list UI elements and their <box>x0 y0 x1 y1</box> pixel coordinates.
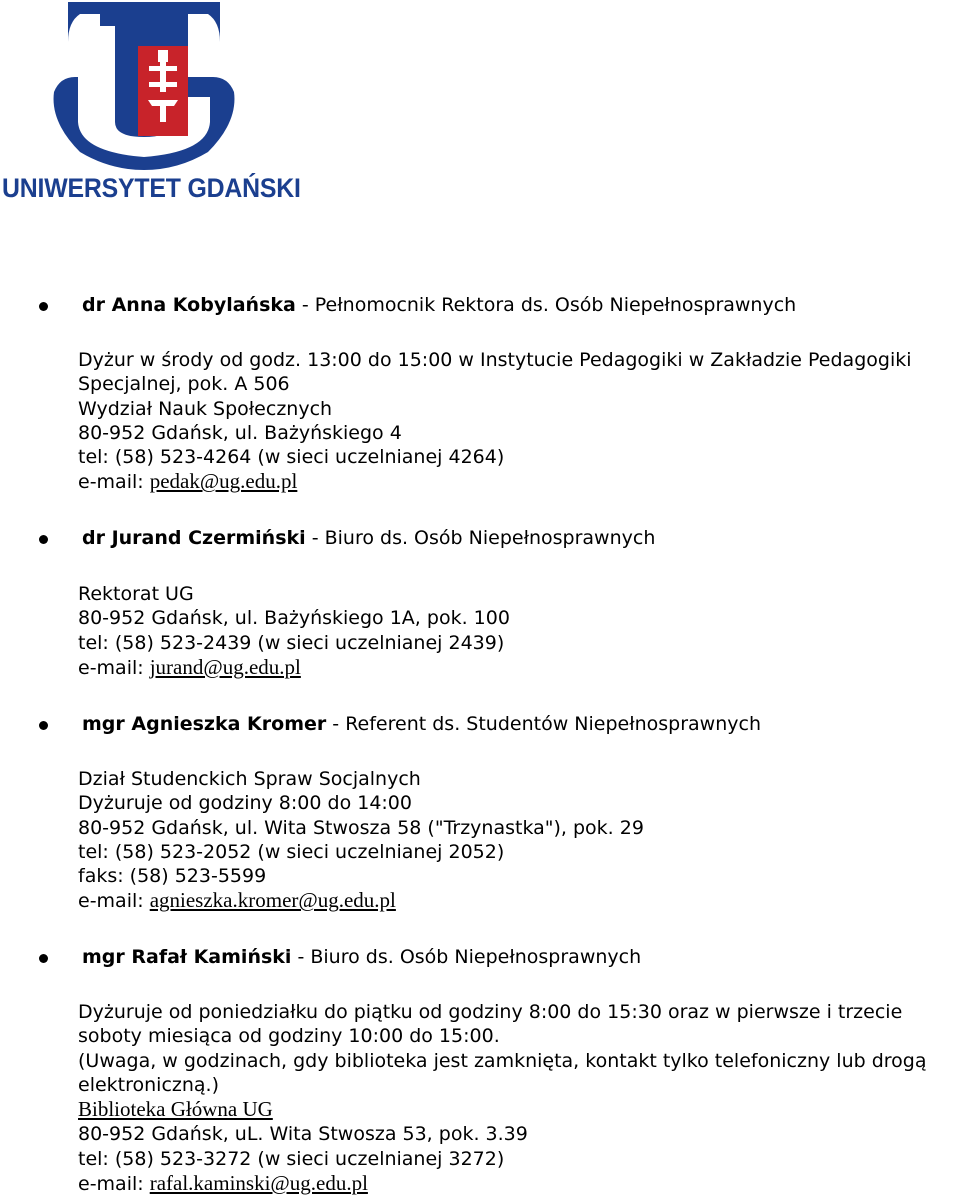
email-link[interactable]: jurand@ug.edu.pl <box>149 654 301 679</box>
person-role: - Referent ds. Studentów Niepełnosprawnych <box>326 713 761 735</box>
detail-line: 80-952 Gdańsk, ul. Wita Stwosza 58 ("Trzynastka"), pok. 29 <box>78 816 644 839</box>
email-link[interactable]: agnieszka.kromer@ug.edu.pl <box>149 888 396 913</box>
library-link[interactable]: Biblioteka Główna UG <box>78 1097 273 1122</box>
entry-heading <box>82 527 655 549</box>
person-role: - Biuro ds. Osób Niepełnosprawnych <box>305 527 656 549</box>
email-line <box>78 469 912 494</box>
detail-line: tel: (58) 523-2052 (w sieci uczelnianej 2052) <box>78 840 505 863</box>
email-line <box>78 888 644 913</box>
person-name: dr Anna Kobylańska <box>82 294 296 316</box>
entry-details <box>78 767 644 914</box>
detail-line: tel: (58) 523-4264 (w sieci uczelnianej 4264) <box>78 446 505 469</box>
bullet-icon <box>39 721 48 730</box>
email-link[interactable]: pedak@ug.edu.pl <box>149 469 298 494</box>
detail-line: elektroniczną.) <box>78 1073 220 1096</box>
email-line <box>78 1171 927 1196</box>
email-label: e-mail: <box>78 471 150 494</box>
email-label: e-mail: <box>78 890 150 913</box>
detail-line: (Uwaga, w godzinach, gdy biblioteka jest zamknięta, kontakt tylko telefoniczny lub drogą <box>78 1049 927 1072</box>
place-line <box>78 1097 927 1122</box>
entry-heading <box>82 294 796 316</box>
entry-heading <box>82 713 761 735</box>
detail-line: tel: (58) 523-3272 (w sieci uczelnianej 3272) <box>78 1147 505 1170</box>
person-name: mgr Rafał Kamiński <box>82 946 292 968</box>
entry-details <box>78 1000 927 1196</box>
entry-details <box>78 582 510 680</box>
detail-line: 80-952 Gdańsk, ul. Bażyńskiego 4 <box>78 421 402 444</box>
detail-line: 80-952 Gdańsk, ul. Bażyńskiego 1A, pok. 100 <box>78 607 510 630</box>
detail-line: Dyżuruje od godziny 8:00 do 14:00 <box>78 792 412 815</box>
email-label: e-mail: <box>78 656 150 679</box>
bullet-icon <box>39 302 48 311</box>
email-line <box>78 655 510 680</box>
detail-line: soboty miesiąca od godziny 10:00 do 15:00. <box>78 1025 500 1048</box>
detail-line: Dział Studenckich Spraw Socjalnych <box>78 768 421 790</box>
detail-line: 80-952 Gdańsk, uL. Wita Stwosza 53, pok. 3.39 <box>78 1123 528 1146</box>
person-name: mgr Agnieszka Kromer <box>82 713 327 735</box>
logo-wordmark: UNIWERSYTET GDAŃSKI <box>2 173 301 203</box>
bullet-icon <box>39 954 48 963</box>
person-role: - Pełnomocnik Rektora ds. Osób Niepełnosprawnych <box>295 294 797 316</box>
entry-heading <box>82 946 641 968</box>
email-link[interactable]: rafal.kaminski@ug.edu.pl <box>149 1171 368 1196</box>
detail-line: Dyżur w środy od godz. 13:00 do 15:00 w Instytucie Pedagogiki w Zakładzie Pedagogiki <box>78 349 912 371</box>
detail-line: tel: (58) 523-2439 (w sieci uczelnianej 2439) <box>78 631 505 654</box>
university-logo <box>0 0 301 215</box>
detail-line: faks: (58) 523-5599 <box>78 865 267 888</box>
university-crest-icon <box>38 2 250 172</box>
detail-line: Dyżuruje od poniedziałku do piątku od godziny 8:00 do 15:30 oraz w pierwsze i trzecie <box>78 1001 903 1023</box>
detail-line: Specjalnej, pok. A 506 <box>78 373 290 396</box>
bullet-icon <box>39 535 48 544</box>
person-role: - Biuro ds. Osób Niepełnosprawnych <box>291 946 642 968</box>
detail-line: Rektorat UG <box>78 583 194 605</box>
email-label: e-mail: <box>78 1173 150 1196</box>
person-name: dr Jurand Czermiński <box>82 527 306 549</box>
detail-line: Wydział Nauk Społecznych <box>78 397 333 420</box>
entry-details <box>78 348 912 495</box>
